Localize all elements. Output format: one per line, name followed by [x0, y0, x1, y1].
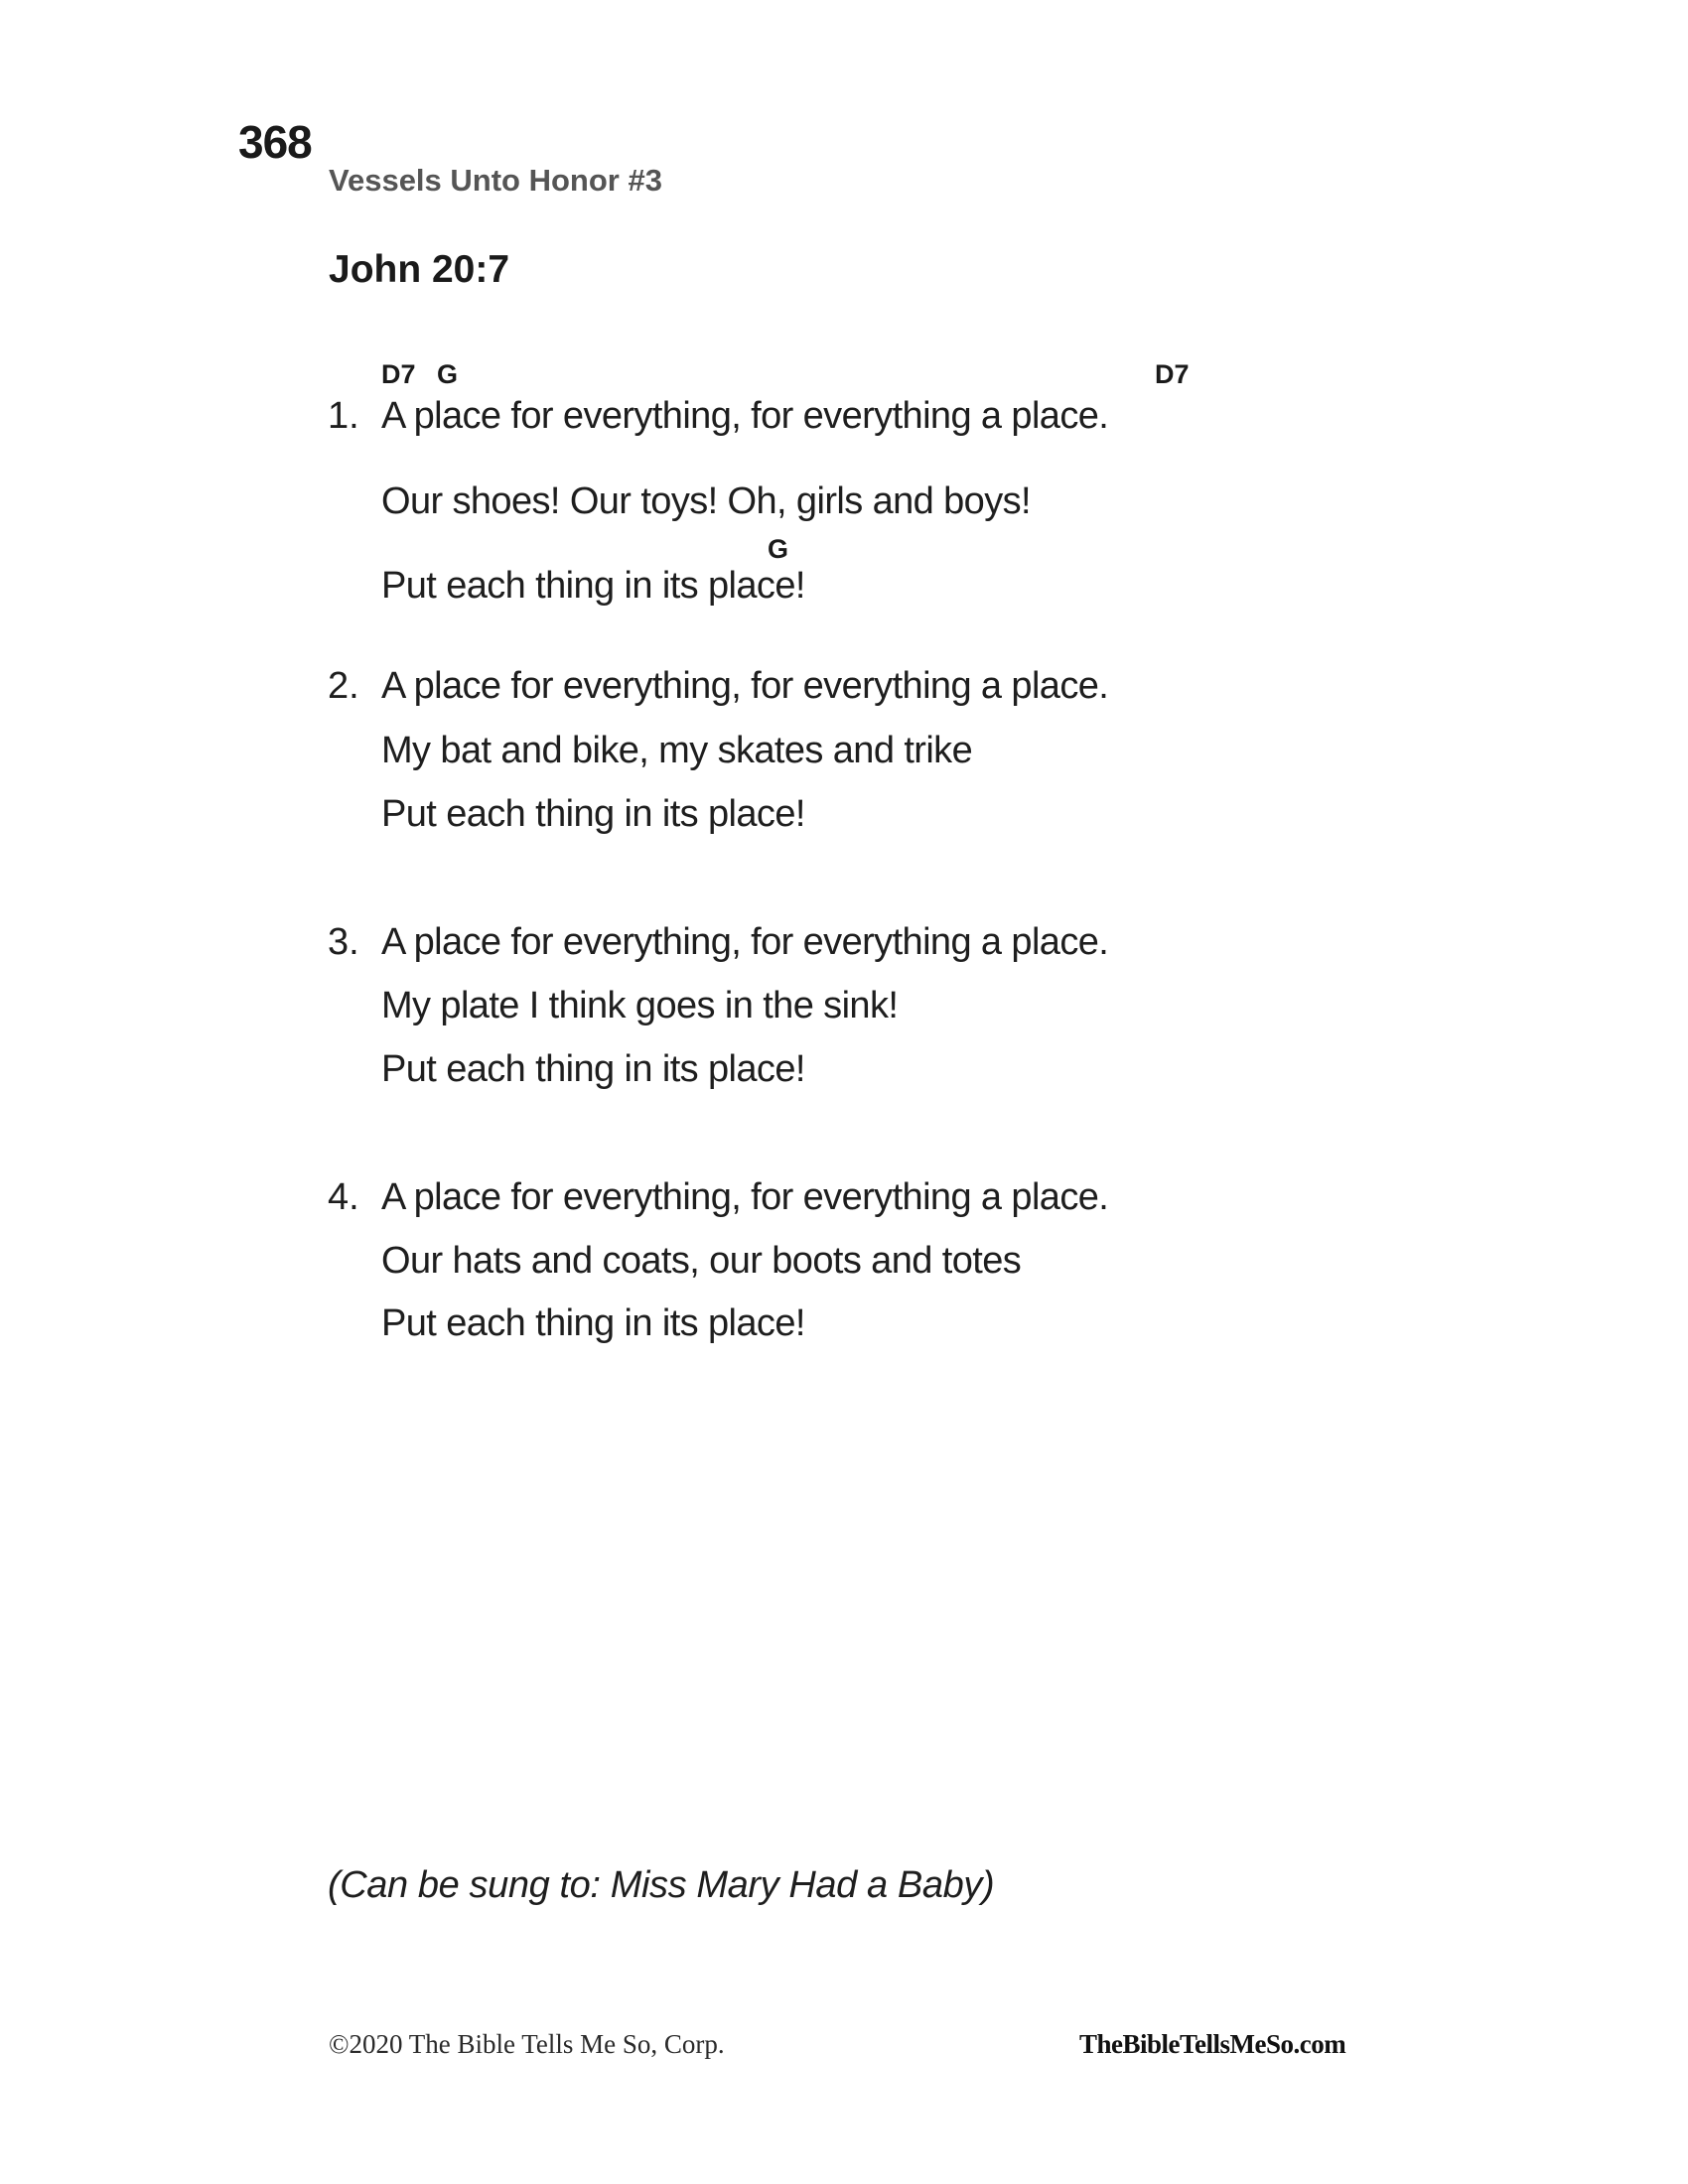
chord: D7	[1155, 359, 1190, 389]
footer-website: TheBibleTellsMeSo.com	[1079, 2029, 1346, 2059]
lyric-line: Put each thing in its place!	[381, 1302, 805, 1344]
scripture-reference: John 20:7	[329, 248, 510, 291]
lyric-line: Put each thing in its place!	[381, 793, 805, 835]
verse-number: 2.	[328, 665, 359, 707]
lyric-line: Our hats and coats, our boots and totes	[381, 1240, 1022, 1282]
tune-note: (Can be sung to: Miss Mary Had a Baby)	[328, 1864, 995, 1906]
verse-number: 3.	[328, 921, 359, 963]
lyric-line: My plate I think goes in the sink!	[381, 985, 899, 1026]
chord: G	[768, 534, 789, 564]
lyric-line: A place for everything, for everything a place.	[381, 1176, 1109, 1218]
footer-copyright: ©2020 The Bible Tells Me So, Corp.	[329, 2029, 725, 2059]
lyric-line: A place for everything, for everything a place.	[381, 665, 1109, 707]
verse-number: 1.	[328, 395, 359, 437]
page-number: 368	[238, 116, 312, 168]
chord: G	[437, 359, 459, 389]
lyric-line: My bat and bike, my skates and trike	[381, 730, 973, 771]
series-title: Vessels Unto Honor #3	[329, 163, 662, 198]
lyric-line: A place for everything, for everything a place.	[381, 921, 1109, 963]
lyric-line: A place for everything, for everything a place.	[381, 395, 1109, 437]
lyric-line: Put each thing in its place!	[381, 565, 805, 607]
verse-number: 4.	[328, 1176, 359, 1218]
lyric-line: Our shoes! Our toys! Oh, girls and boys!	[381, 480, 1031, 522]
lyric-line: Put each thing in its place!	[381, 1048, 805, 1090]
chord: D7	[381, 359, 416, 389]
